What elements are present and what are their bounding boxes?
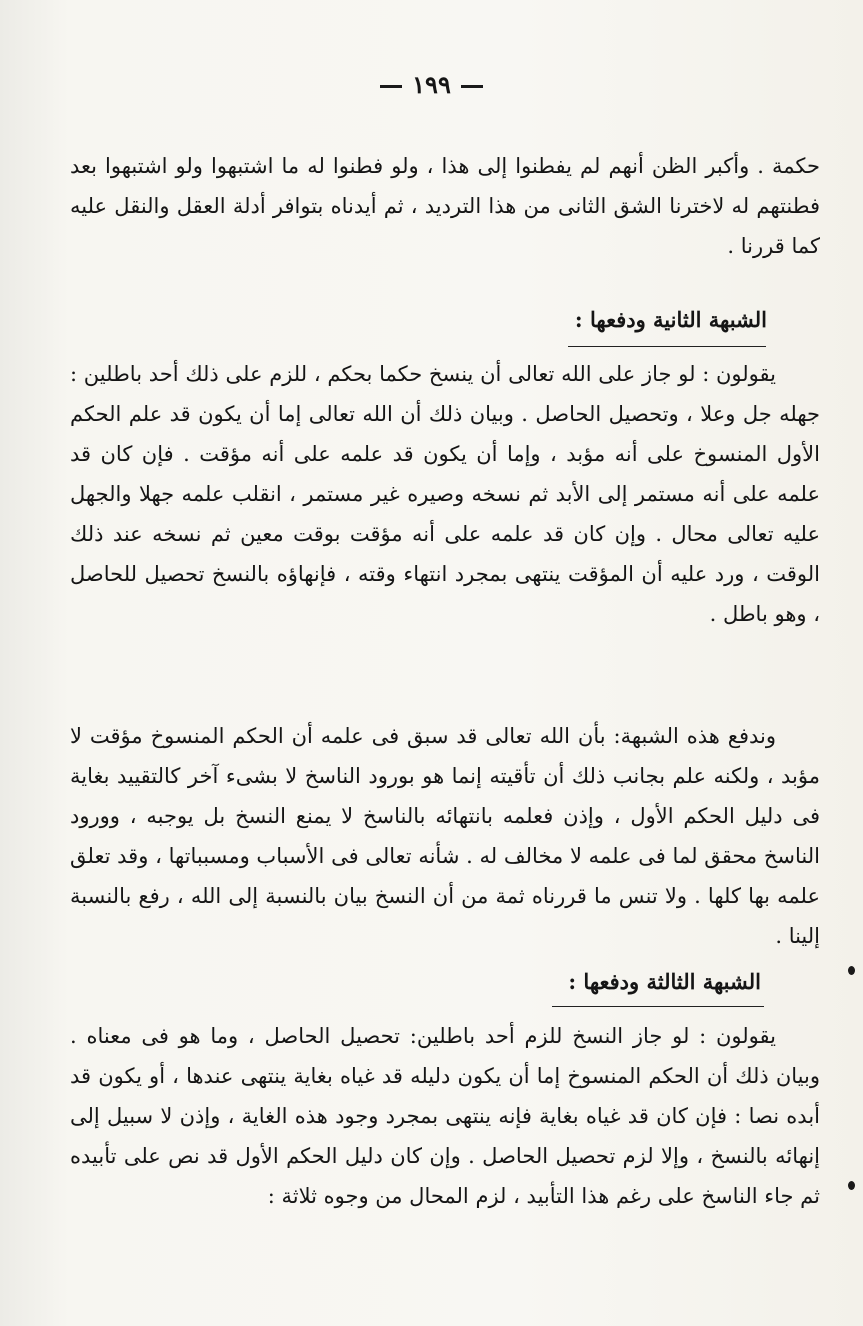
paragraph-2-text: يقولون : لو جاز على الله تعالى أن ينسخ حكما بحكم ، للزم على ذلك أحد باطلين : جهله جل وعلا ، وتحصيل الحاصل . وبيان ذلك أن الله تعالى إما أن يكون قد علم الحكم الأول المنسوخ على أنه مؤبد ، وإما أن يكون قد علمه على أنه مؤقت . فإن كان قد علمه على أنه مستمر إلى الأبد ثم نسخه وصيره غير مستمر ، انقلب علمه جهلا والجهل عليه تعالى محال . وإن كان قد علمه على أنه مؤقت بوقت معين ثم نسخه عند ذلك الوقت ، ورد عليه أن المؤقت ينتهى بمجرد انتهاء وقته ، فإنهاؤه بالنسخ تحصيل للحاصل ، وهو باطل .	[70, 362, 820, 626]
heading-third-rule	[552, 1006, 764, 1007]
heading-second-rule	[568, 346, 766, 347]
page-edge-mark-bottom	[848, 1181, 855, 1190]
page-edge-mark-top	[848, 966, 855, 975]
heading-second-objection: الشبهة الثانية ودفعها :	[574, 307, 767, 332]
paragraph-4-text: يقولون : لو جاز النسخ للزم أحد باطلين: تحصيل الحاصل ، وما هو فى معناه . وبيان ذلك أن الحكم المنسوخ إما أن يكون دليله قد غياه بغاية ينتهى عندها ، أو يكون قد أبده نصا : فإن كان قد غياه بغاية فإنه ينتهى بمجرد وجود هذه الغاية ، وإذن لا سبيل إلى إنهائه بالنسخ ، وإلا لزم تحصيل الحاصل . وإن كان دليل الحكم الأول قد نص على تأبيده ثم جاء الناسخ على رغم هذا التأبيد ، لزم المحال من وجوه ثلاثة :	[70, 1024, 820, 1208]
page-number-dash-right	[461, 85, 483, 88]
paragraph-3	[70, 716, 820, 956]
paragraph-3-text: وندفع هذه الشبهة: بأن الله تعالى قد سبق فى علمه أن الحكم المنسوخ مؤقت لا مؤبد ، ولكنه علم بجانب ذلك أن تأقيته إنما هو بورود الناسخ لا بشىء آخر كالتقييد بغاية فى دليل الحكم الأول ، وإذن فعلمه بانتهائه بالناسخ لا يمنع النسخ بل يوجبه ، وورود الناسخ محقق لما فى علمه لا مخالف له . شأنه تعالى فى الأسباب ومسبباتها ، وقد تعلق علمه بها كلها . ولا تنس ما قررناه ثمة من أن النسخ بيان بالنسبة إلى الله ، رفع بالنسبة إلينا .	[70, 724, 820, 948]
heading-third-objection: الشبهة الثالثة ودفعها :	[568, 969, 761, 994]
paragraph-1-text: حكمة . وأكبر الظن أنهم لم يفطنوا إلى هذا ، ولو فطنوا له ما اشتبهوا ولو اشتبهوا بعد فطنتهم له لاخترنا الشق الثانى من هذا الترديد ، ثم أيدناه بتوافر أدلة العقل والنقل عليه كما قررنا .	[70, 154, 820, 258]
page-number	[0, 70, 863, 99]
page-number-dash-left	[380, 85, 402, 88]
paragraph-4	[70, 1016, 820, 1216]
paragraph-1	[70, 146, 820, 266]
paragraph-2	[70, 354, 820, 634]
page-number-value: ١٩٩	[412, 70, 451, 99]
